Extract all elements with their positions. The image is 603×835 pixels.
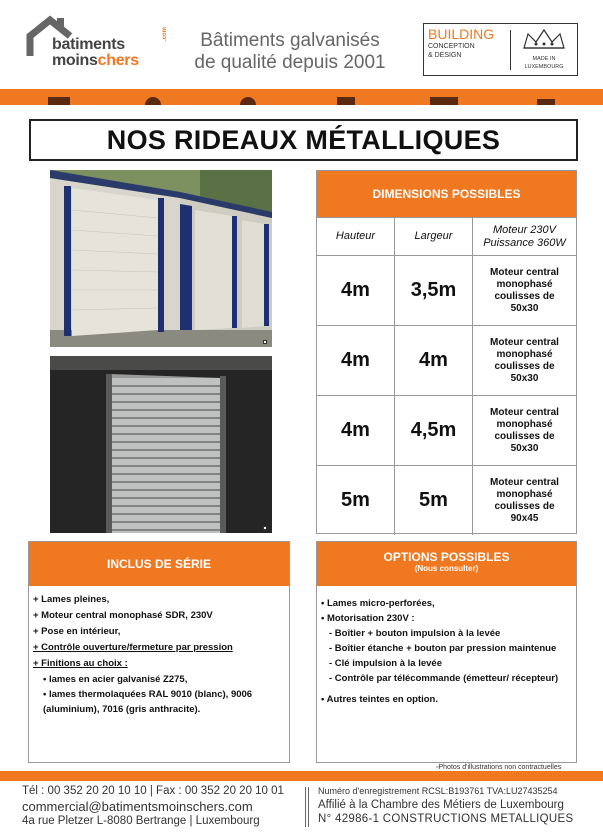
footer-phone: Tél : 00 352 20 20 10 10 | Fax : 00 352 20 20 10 01 (22, 785, 284, 797)
cell-moteur: Moteur central monophasé coulisses de 90x45 (490, 476, 559, 524)
cell-hauteur: 5m (317, 466, 395, 535)
options-subheader: (Nous consulter) (414, 564, 479, 573)
col-moteur: Moteur 230V Puissance 360W (483, 223, 566, 249)
logo-tld: .com (162, 26, 168, 41)
table-row (317, 395, 576, 465)
cell-hauteur: 4m (317, 396, 395, 465)
footer-divider (305, 787, 309, 827)
list-item: + Finitions au choix : (33, 658, 128, 669)
dimensions-column-headers (317, 217, 576, 255)
table-row (317, 255, 576, 325)
header-orange-band (0, 89, 603, 105)
table-row (317, 465, 576, 535)
building-design-badge (423, 23, 578, 76)
cell-moteur: Moteur central monophasé coulisses de 50x30 (490, 266, 559, 314)
metal-shutter-closeup-photo (50, 356, 272, 533)
options-list (317, 586, 576, 707)
logo-text-line1: batiments (52, 36, 125, 53)
photo-marker-icon: ▫ (436, 764, 439, 771)
list-item: • Autres teintes en option. (321, 694, 438, 705)
list-item: + Contrôle ouverture/fermeture par pression (33, 642, 233, 653)
page-title: NOS RIDEAUX MÉTALLIQUES (29, 119, 578, 161)
table-row (317, 325, 576, 395)
photo-disclaimer: ▫Photos d'illustrations non contractuelles (436, 764, 562, 771)
company-logo[interactable] (22, 14, 172, 76)
badge-conception: CONCEPTION (428, 43, 475, 50)
band-decoration (430, 97, 458, 105)
list-item: - Contrôle par télécommande (émetteur/ récepteur) (329, 673, 559, 684)
dimensions-table (316, 170, 577, 534)
band-decoration (337, 97, 355, 105)
list-item: + Pose en intérieur, (33, 626, 121, 637)
footer-chambre: Affilié à la Chambre des Métiers de Luxembourg (318, 799, 564, 811)
inclus-box (28, 541, 290, 763)
photo-marker (263, 526, 267, 530)
photo-marker (263, 340, 267, 344)
list-item: - Boîtier étanche + bouton par pression maintenue (329, 643, 557, 654)
list-item: • lames en acier galvanisé Z275, (43, 674, 188, 685)
warehouse-shutters-photo (50, 170, 272, 347)
footer-number: N° 42986-1 CONSTRUCTIONS METALLIQUES (318, 813, 574, 825)
list-item: • lames thermolaquées RAL 9010 (blanc), 9006 (aluminium), 7016 (gris anthracite). (43, 689, 253, 715)
inclus-header: INCLUS DE SÉRIE (29, 542, 289, 586)
cell-hauteur: 4m (317, 326, 395, 395)
badge-design: & DESIGN (428, 52, 462, 59)
badge-divider (510, 30, 511, 70)
cell-largeur: 4,5m (395, 396, 473, 465)
cell-hauteur: 4m (317, 256, 395, 325)
band-decoration (48, 97, 70, 105)
list-item: + Lames pleines, (33, 594, 110, 605)
inclus-list (29, 586, 289, 717)
badge-made-in: MADE IN (532, 56, 556, 62)
footer-address: 4a rue Pletzer L-8080 Bertrange | Luxembourg (22, 815, 260, 827)
col-hauteur: Hauteur (317, 218, 395, 255)
cell-largeur: 5m (395, 466, 473, 535)
cell-largeur: 3,5m (395, 256, 473, 325)
badge-luxembourg: LUXEMBOURG (524, 64, 564, 70)
col-largeur: Largeur (395, 218, 473, 255)
dimensions-header: DIMENSIONS POSSIBLES (317, 171, 576, 217)
footer-registration: Numéro d'enregistrement RCSL:B193761 TVA:LU27435254 (318, 786, 558, 796)
list-item: - Boîtier + bouton impulsion à la levée (329, 628, 501, 639)
list-item: + Moteur central monophasé SDR, 230V (33, 610, 213, 621)
logo-text-line2: moinschers (52, 52, 139, 69)
band-decoration (537, 99, 555, 105)
options-box (316, 541, 577, 763)
list-item: • Lames micro-perforées, (321, 598, 435, 609)
tagline: Bâtiments galvanisés de qualité depuis 2001 (194, 30, 386, 73)
footer-contact (22, 784, 302, 829)
cell-moteur: Moteur central monophasé coulisses de 50x30 (490, 336, 559, 384)
badge-building: BUILDING (428, 26, 495, 42)
footer-orange-band (0, 771, 603, 781)
options-header: OPTIONS POSSIBLES (Nous consulter) (317, 542, 576, 586)
cell-moteur: Moteur central monophasé coulisses de 50x30 (490, 406, 559, 454)
list-item: • Motorisation 230V : (321, 613, 415, 624)
footer-legal (318, 785, 603, 827)
footer-email-link[interactable]: commercial@batimentsmoinschers.com (22, 799, 253, 814)
list-item: - Clé impulsion à la levée (329, 658, 442, 669)
cell-largeur: 4m (395, 326, 473, 395)
crown-icon (520, 28, 568, 50)
